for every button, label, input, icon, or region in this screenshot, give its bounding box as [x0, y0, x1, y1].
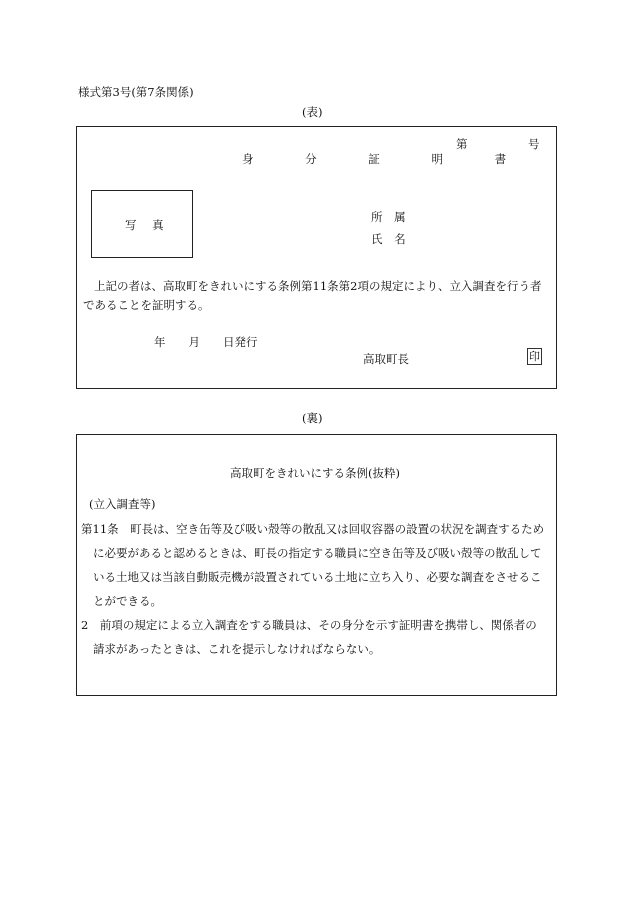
issue-date: 年 月 日発行 [154, 335, 258, 349]
name-label: 氏 名 [371, 232, 410, 246]
paragraph-line: 請求があったときは、これを提示しなければならない。 [93, 642, 381, 656]
article-11 [81, 517, 553, 613]
photo-label: 写 真 [125, 218, 170, 232]
article-line: 第11条 町長は、空き缶等及び吸い殻等の散乱又は回収容器の設置の状況を調査するため [81, 522, 545, 536]
form-label: 様式第3号(第7条関係) [78, 85, 194, 99]
article-11-paragraph-2 [81, 613, 553, 661]
issuer: 高取町長 [363, 352, 409, 366]
paragraph-line: 2 前項の規定による立入調査をする職員は、その身分を示す証明書を携帯し、関係者の [81, 618, 537, 632]
front-card [76, 126, 557, 389]
seal-mark: 印 [529, 350, 540, 363]
article-line: とができる。 [93, 594, 162, 608]
ordinance-title: 高取町をきれいにする条例(抜粋) [230, 466, 400, 480]
statement-line: であることを証明する。 [83, 298, 210, 312]
statement-line: 上記の者は、高取町をきれいにする条例第11条第2項の規定により、立入調査を行う者 [94, 279, 542, 293]
back-heading: (裏) [302, 411, 323, 425]
affiliation-label: 所 属 [371, 210, 410, 224]
photo-box [91, 190, 193, 258]
number-prefix: 第 [456, 137, 468, 151]
article-line: いる土地又は当該自動販売機が設置されている土地に立ち入り、必要な調査をさせるこ [93, 570, 542, 584]
certificate-title: 身 分 証 明 書 [242, 152, 531, 166]
article-line: に必要があると認めるときは、町長の指定する職員に空き缶等及び吸い殻等の散乱して [93, 546, 542, 560]
front-heading: (表) [302, 105, 323, 119]
certification-statement [83, 277, 551, 315]
number-suffix: 号 [528, 137, 540, 151]
section-caption: (立入調査等) [89, 497, 156, 511]
back-card [76, 434, 557, 696]
